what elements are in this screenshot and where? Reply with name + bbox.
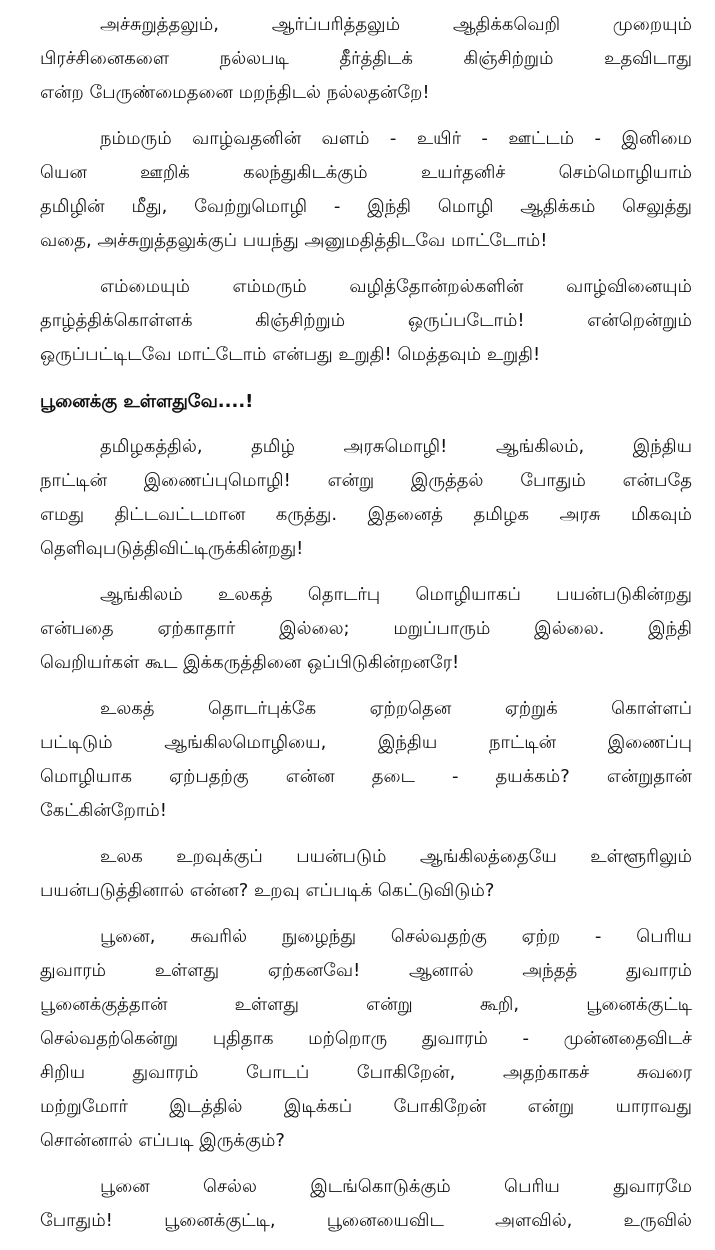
- text-line: தெளிவுபடுத்திவிட்டிருக்கின்றது!: [40, 538, 304, 559]
- text-line: உலக உறவுக்குப் பயன்படும் ஆங்கிலத்தையே உள்ளூரிலும்: [100, 846, 692, 867]
- text-line: மற்றுமோர் இடத்தில் இடிக்கப் போகிறேன் என்று யாராவது: [40, 1096, 692, 1117]
- text-line: பூனை, சுவரில் நுழைந்து செல்வதற்கு ஏற்ற - பெரிய: [100, 926, 692, 947]
- section-heading: பூனைக்கு உள்ளதுவே....!: [40, 391, 254, 412]
- paragraph-2: [40, 122, 692, 258]
- text-line: பிரச்சினைகளை நல்லபடி தீர்த்திடக் கிஞ்சிற்றும் உதவிடாது: [40, 48, 692, 69]
- paragraph-9: [40, 1170, 692, 1238]
- text-line: ஆங்கிலம் உலகத் தொடர்பு மொழியாகப் பயன்படுகின்றது: [100, 584, 692, 605]
- text-line: அச்சுறுத்தலும், ஆர்ப்பரித்தலும் ஆதிக்கவெறி முறையும்: [100, 14, 692, 35]
- text-line: கேட்கின்றோம்!: [40, 800, 167, 821]
- text-line: பட்டிடும் ஆங்கிலமொழியை, இந்திய நாட்டின் இணைப்பு: [40, 732, 692, 753]
- text-line: பயன்படுத்தினால் என்ன? உறவு எப்படிக் கெட்டுவிடும்?: [40, 880, 495, 901]
- text-line: என்பதை ஏற்காதார் இல்லை; மறுப்பாரும் இல்லை. இந்தி: [40, 618, 692, 639]
- text-line: ஒருப்பட்டிடவே மாட்டோம் என்பது உறுதி! மெத்தவும் உறுதி!: [40, 344, 541, 365]
- paragraph-3: [40, 270, 692, 372]
- document-page: [40, 8, 692, 1250]
- text-line: தமிழகத்தில், தமிழ் அரசுமொழி! ஆங்கிலம், இந்திய: [100, 436, 692, 457]
- text-line: உலகத் தொடர்புக்கே ஏற்றதென ஏற்றுக் கொள்ளப்: [100, 698, 692, 719]
- text-line: வதை, அச்சுறுத்தலுக்குப் பயந்து அனுமதித்திடவே மாட்டோம்!: [40, 230, 548, 251]
- paragraph-8: [40, 920, 692, 1158]
- text-line: தாழ்த்திக்கொள்ளக் கிஞ்சிற்றும் ஒருப்படோம்! என்றென்றும்: [40, 310, 692, 331]
- text-line: என்ற பேருண்மைதனை மறந்திடல் நல்லதன்றே!: [40, 82, 430, 103]
- text-line: எமது திட்டவட்டமான கருத்து. இதனைத் தமிழக அரசு மிகவும்: [40, 504, 692, 525]
- text-line: நம்மரும் வாழ்வதனின் வளம் - உயிர் - ஊட்டம் - இனிமை: [100, 128, 692, 149]
- text-line: பூனை செல்ல இடங்கொடுக்கும் பெரிய துவாரமே: [100, 1176, 692, 1197]
- paragraph-6: [40, 692, 692, 828]
- text-line: வெறியர்கள் கூட இக்கருத்தினை ஒப்பிடுகின்றனரே!: [40, 652, 460, 673]
- text-line: எம்மையும் எம்மரும் வழித்தோன்றல்களின் வாழ்வினையும்: [100, 276, 692, 297]
- text-line: சொன்னால் எப்படி இருக்கும்?: [40, 1130, 285, 1151]
- paragraph-1: [40, 8, 692, 110]
- text-line: தமிழின் மீது, வேற்றுமொழி - இந்தி மொழி ஆதிக்கம் செலுத்து: [40, 196, 692, 217]
- text-line: யென ஊறிக் கலந்துகிடக்கும் உயர்தனிச் செம்மொழியாம்: [40, 162, 692, 183]
- paragraph-4: [40, 430, 692, 566]
- text-line: சிறிய துவாரம் போடப் போகிறேன், அதற்காகச் சுவரை: [40, 1062, 692, 1083]
- text-line: துவாரம் உள்ளது ஏற்கனவே! ஆனால் அந்தத் துவாரம்: [40, 960, 692, 981]
- text-line: பூனைக்குத்தான் உள்ளது என்று கூறி, பூனைக்குட்டி: [40, 994, 692, 1015]
- text-line: நாட்டின் இணைப்புமொழி! என்று இருத்தல் போதும் என்பதே: [40, 470, 692, 491]
- text-line: மொழியாக ஏற்பதற்கு என்ன தடை - தயக்கம்? என்றுதான்: [40, 766, 692, 787]
- text-line: போதும்! பூனைக்குட்டி, பூனையைவிட அளவில், உருவில்: [40, 1210, 692, 1231]
- text-line: செல்வதற்கென்று புதிதாக மற்றொரு துவாரம் - முன்னதைவிடச்: [40, 1028, 692, 1049]
- paragraph-5: [40, 578, 692, 680]
- paragraph-7: [40, 840, 692, 908]
